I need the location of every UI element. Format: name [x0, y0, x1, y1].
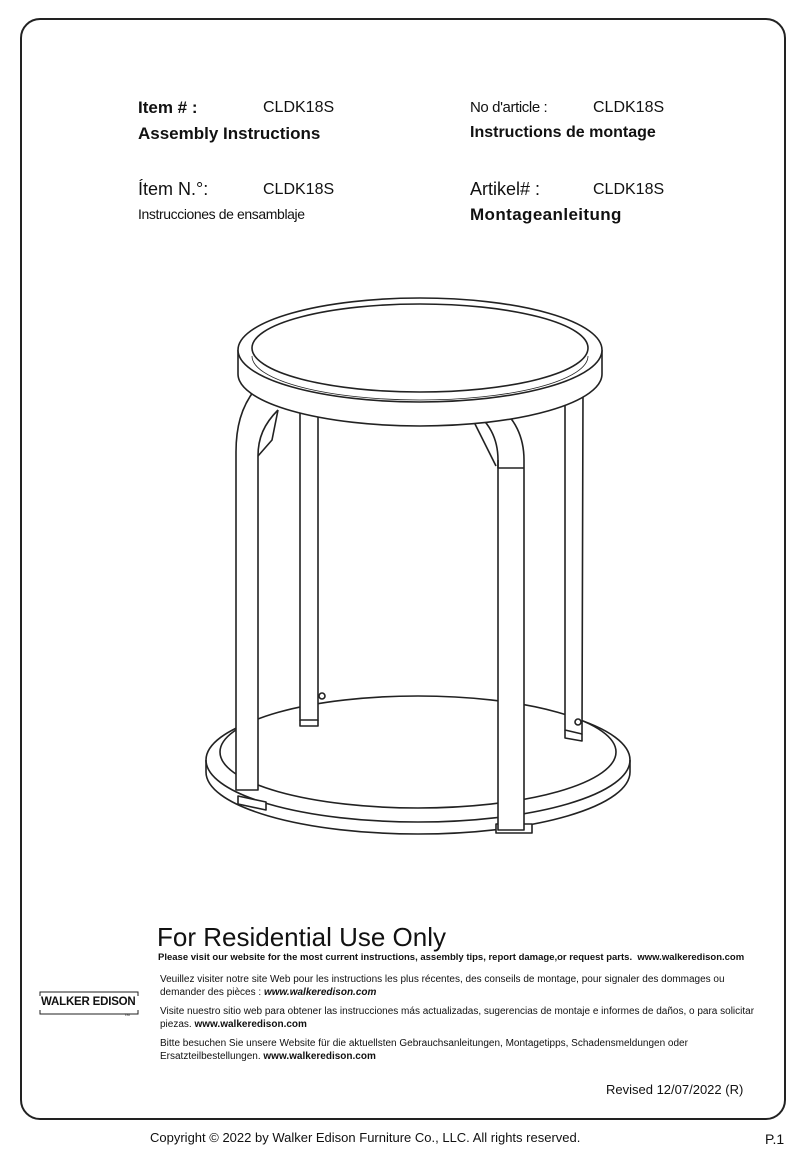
item-es-value: CLDK18S	[263, 181, 335, 198]
notice-de-text: Bitte besuchen Sie unsere Website für die aktuellsten Gebrauchsanleitungen, Montagetipps, Schadensmeldungen oder Ersatzteilbestellungen.	[160, 1038, 688, 1062]
article-value: CLDK18S	[593, 99, 665, 116]
assembly-instructions-fr: Instructions de montage	[470, 124, 656, 141]
website-link-fr[interactable]: www.walkeredison.com	[263, 987, 377, 998]
notice-fr-text: Veuillez visiter notre site Web pour les instructions les plus récentes, des conseils de montage, pour signaler des dommages ou demander des pièces :	[160, 974, 725, 998]
montageanleitung-de: Montageanleitung	[470, 205, 622, 224]
residential-use-title: For Residential Use Only	[157, 922, 446, 952]
artikel-value: CLDK18S	[593, 181, 665, 198]
copyright-notice: Copyright © 2022 by Walker Edison Furniture Co., LLC. All rights reserved.	[150, 1130, 581, 1145]
assembly-instructions-en: Assembly Instructions	[138, 124, 321, 143]
article-label: No d'article :	[470, 99, 548, 116]
revised-date: Revised 12/07/2022 (R)	[606, 1082, 744, 1097]
walker-edison-logo	[38, 990, 142, 1018]
notice-en-text: Please visit our website for the most current instructions, assembly tips, report damage,or request parts.	[158, 952, 633, 963]
item-value: CLDK18S	[263, 99, 335, 116]
logo-text: WALKER EDISON	[41, 996, 136, 1008]
page-number: P.1	[765, 1131, 785, 1147]
round-stool-illustration	[200, 290, 640, 850]
item-es-label: Ítem N.°:	[138, 179, 209, 199]
logo-trademark: TM	[124, 1012, 130, 1017]
notice-en	[158, 951, 778, 964]
notice-fr	[160, 973, 772, 999]
website-link-de[interactable]: www.walkeredison.com	[263, 1051, 376, 1062]
artikel-label: Artikel# :	[470, 179, 541, 199]
notice-de	[160, 1037, 772, 1063]
assembly-instructions-es: Instrucciones de ensamblaje	[138, 206, 305, 222]
notice-es-text: Visite nuestro sitio web para obtener las instrucciones más actualizadas, sugerencias de montaje e informes de daños, o para solicitar piezas.	[160, 1006, 755, 1030]
website-link-es[interactable]: www.walkeredison.com	[194, 1019, 307, 1030]
website-link-en[interactable]: www.walkeredison.com	[637, 952, 745, 963]
item-label: Item # :	[138, 98, 198, 117]
notice-es	[160, 1005, 772, 1031]
